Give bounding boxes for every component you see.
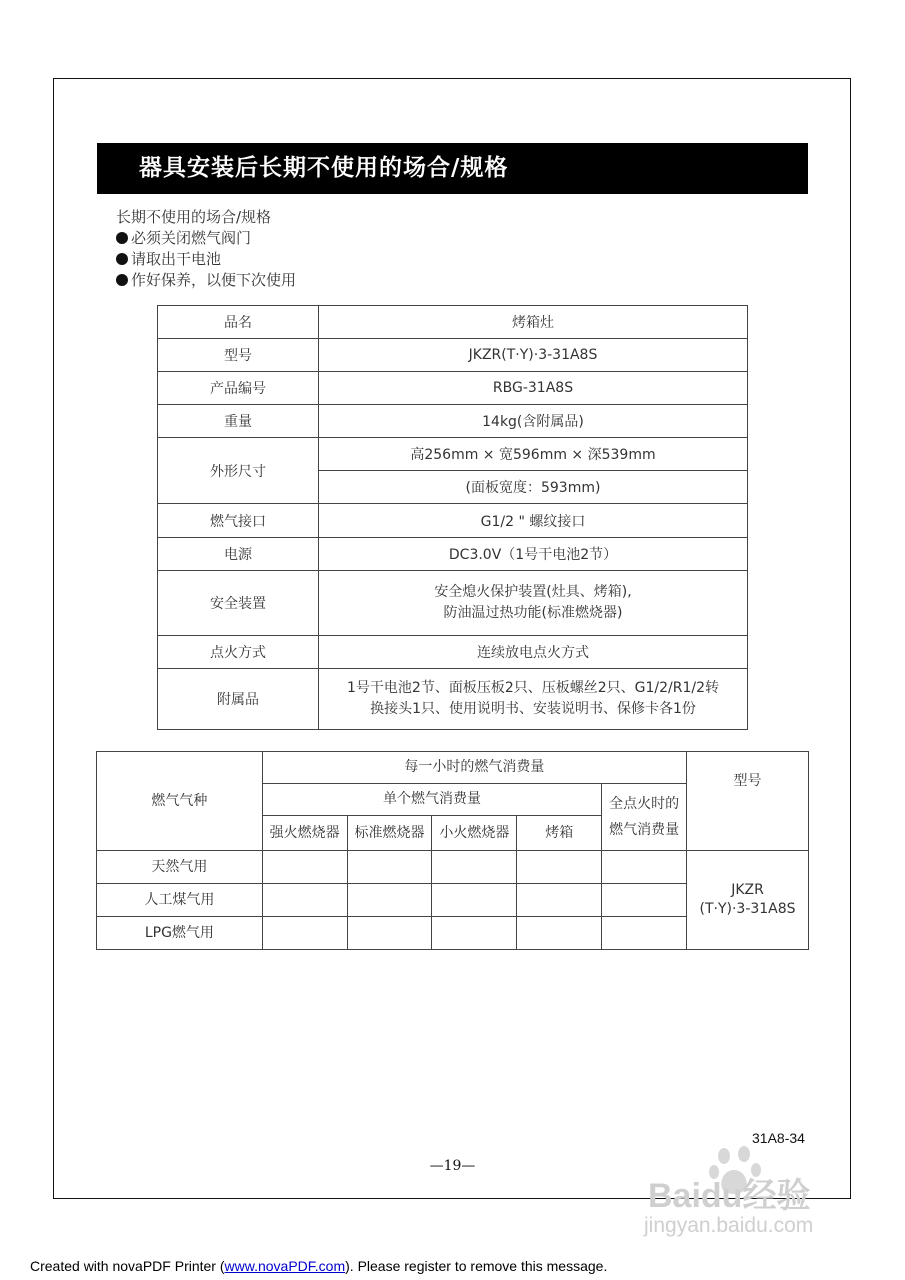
spec-row [158, 538, 748, 571]
spec-label: 安全装置 [158, 571, 319, 636]
spec-row [158, 669, 748, 730]
spec-label: 附属品 [158, 669, 319, 730]
section-title: 器具安装后长期不使用的场合/规格 [97, 143, 808, 194]
table-cell [347, 851, 432, 884]
spec-value: (面板宽度：593mm) [319, 471, 748, 504]
table-cell [432, 851, 517, 884]
spec-row [158, 405, 748, 438]
gas-type-label: 天然气用 [97, 851, 263, 884]
bullet-dot-icon [116, 232, 128, 244]
table-cell [262, 917, 347, 950]
header-gas-type: 燃气气种 [97, 752, 263, 851]
gas-type-label: 人工煤气用 [97, 884, 263, 917]
table-cell [262, 884, 347, 917]
spec-value: 1号干电池2节、面板压板2只、压板螺丝2只、G1/2/R1/2转 换接头1只、使用说明书、安装说明书、保修卡各1份 [319, 669, 748, 730]
spec-row [158, 504, 748, 538]
table-cell [517, 917, 602, 950]
table-cell [262, 851, 347, 884]
gas-type-label: LPG燃气用 [97, 917, 263, 950]
table-cell [432, 917, 517, 950]
spec-value: 高256mm × 宽596mm × 深539mm [319, 438, 748, 471]
table-row [97, 851, 809, 884]
spec-value: 连续放电点火方式 [319, 636, 748, 669]
spec-label: 重量 [158, 405, 319, 438]
watermark-text: Baidu经验 [648, 1177, 811, 1215]
header-total-consumption: 全点火时的 燃气消费量 [602, 784, 687, 851]
spec-row [158, 571, 748, 636]
spec-value: RBG-31A8S [319, 372, 748, 405]
table-cell [517, 851, 602, 884]
header-hourly-consumption: 每一小时的燃气消费量 [262, 752, 686, 784]
table-cell [347, 884, 432, 917]
spec-row [158, 438, 748, 471]
table-cell [347, 917, 432, 950]
spec-row [158, 372, 748, 405]
spec-label: 型号 [158, 339, 319, 372]
novapdf-link[interactable]: www.novaPDF.com [224, 1258, 346, 1274]
header-burner: 烤箱 [517, 816, 602, 851]
footer-notice: Created with novaPDF Printer (www.novaPDF.com). Please register to remove this message. [30, 1258, 608, 1274]
intro-block [116, 206, 296, 291]
intro-bullet: 请取出干电池 [116, 249, 296, 270]
spec-value: JKZR(T·Y)·3-31A8S [319, 339, 748, 372]
spec-label: 电源 [158, 538, 319, 571]
watermark-url: jingyan.baidu.com [644, 1214, 814, 1237]
spec-label: 外形尺寸 [158, 438, 319, 504]
spec-table [157, 305, 748, 730]
spec-value: G1/2 " 螺纹接口 [319, 504, 748, 538]
spec-label: 品名 [158, 306, 319, 339]
intro-bullet: 必须关闭燃气阀门 [116, 228, 296, 249]
spec-label: 点火方式 [158, 636, 319, 669]
table-cell [602, 917, 687, 950]
spec-label: 燃气接口 [158, 504, 319, 538]
intro-bullet: 作好保养，以便下次使用 [116, 270, 296, 291]
intro-heading: 长期不使用的场合/规格 [116, 208, 272, 226]
table-cell [602, 851, 687, 884]
spec-value: DC3.0V（1号干电池2节） [319, 538, 748, 571]
spec-row [158, 306, 748, 339]
bullet-dot-icon [116, 253, 128, 265]
header-model: 型号 [687, 752, 809, 851]
model-cell: JKZR (T·Y)·3-31A8S [687, 851, 809, 950]
bullet-dot-icon [116, 274, 128, 286]
table-cell [602, 884, 687, 917]
header-burner: 小火燃烧器 [432, 816, 517, 851]
header-burner: 强火燃烧器 [262, 816, 347, 851]
baidu-watermark [640, 1140, 860, 1250]
spec-label: 产品编号 [158, 372, 319, 405]
spec-value: 14kg(含附属品) [319, 405, 748, 438]
header-single-consumption: 单个燃气消费量 [262, 784, 601, 816]
table-cell [517, 884, 602, 917]
spec-value: 安全熄火保护装置(灶具、烤箱), 防油温过热功能(标准燃烧器) [319, 571, 748, 636]
page-number: —19— [429, 1158, 476, 1174]
header-burner: 标准燃烧器 [347, 816, 432, 851]
spec-value: 烤箱灶 [319, 306, 748, 339]
spec-row [158, 636, 748, 669]
gas-consumption-table [96, 751, 809, 950]
page-code: 31A8-34 [752, 1130, 805, 1146]
spec-row [158, 339, 748, 372]
table-cell [432, 884, 517, 917]
